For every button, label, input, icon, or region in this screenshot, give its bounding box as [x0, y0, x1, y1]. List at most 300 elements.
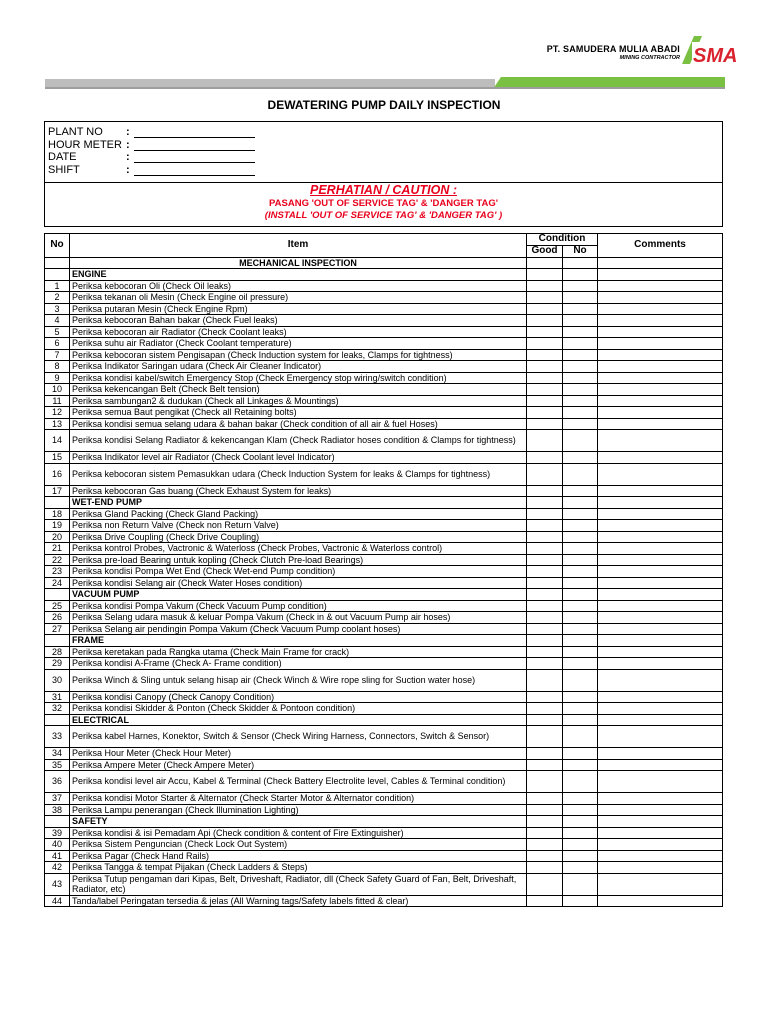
condition-no-cell[interactable]: [563, 554, 598, 566]
section-no-cell: [45, 816, 70, 828]
row-item: Periksa kebocoran Gas buang (Check Exhaust System for leaks): [70, 485, 527, 497]
condition-good-cell[interactable]: [527, 303, 563, 315]
condition-no-cell[interactable]: [563, 726, 598, 748]
table-row: [45, 326, 723, 338]
comments-cell[interactable]: [598, 520, 723, 532]
row-number: 37: [45, 793, 70, 805]
condition-good-cell[interactable]: [527, 804, 563, 816]
row-number: 42: [45, 862, 70, 874]
caution-line-1: PASANG 'OUT OF SERVICE TAG' & 'DANGER TAG': [269, 198, 498, 209]
condition-good-cell[interactable]: [527, 566, 563, 578]
table-row: [45, 873, 723, 895]
row-item: Periksa Tutup pengaman dari Kipas, Belt, Driveshaft, Radiator, dll (Check Safety Guard of Fan, Belt, Driveshaft, Radiator, etc): [70, 873, 527, 895]
condition-no-cell[interactable]: [563, 463, 598, 485]
row-item: Periksa Lampu penerangan (Check Illumination Lighting): [70, 804, 527, 816]
table-row: [45, 531, 723, 543]
table-row: [45, 485, 723, 497]
condition-good-cell[interactable]: [527, 418, 563, 430]
condition-no-cell[interactable]: [563, 827, 598, 839]
condition-no-cell[interactable]: [563, 691, 598, 703]
section-comments-cell: [598, 635, 723, 647]
comments-cell[interactable]: [598, 895, 723, 907]
comments-cell[interactable]: [598, 646, 723, 658]
section-label: FRAME: [70, 635, 527, 647]
condition-no-cell[interactable]: [563, 520, 598, 532]
svg-text:SMA: SMA: [693, 45, 738, 67]
row-number: 11: [45, 395, 70, 407]
row-number: 3: [45, 303, 70, 315]
header-good: Good: [527, 246, 563, 258]
condition-good-cell[interactable]: [527, 600, 563, 612]
table-row: [45, 520, 723, 532]
section-comments-cell: [598, 714, 723, 726]
condition-no-cell[interactable]: [563, 703, 598, 715]
condition-good-cell[interactable]: [527, 485, 563, 497]
comments-cell[interactable]: [598, 873, 723, 895]
table-row: [45, 850, 723, 862]
condition-good-cell[interactable]: [527, 850, 563, 862]
table-row: [45, 384, 723, 396]
row-item: Periksa Sistem Penguncian (Check Lock Out System): [70, 839, 527, 851]
row-number: 17: [45, 485, 70, 497]
table-row: [45, 349, 723, 361]
row-item: Periksa suhu air Radiator (Check Coolant temperature): [70, 338, 527, 350]
condition-good-cell[interactable]: [527, 827, 563, 839]
table-row: [45, 669, 723, 691]
row-item: Periksa Hour Meter (Check Hour Meter): [70, 748, 527, 760]
table-row: [45, 691, 723, 703]
header-bad: No: [563, 246, 598, 258]
info-label: SHIFT: [48, 163, 80, 176]
condition-no-cell[interactable]: [563, 531, 598, 543]
table-row: [45, 658, 723, 670]
comments-cell[interactable]: [598, 326, 723, 338]
condition-good-cell[interactable]: [527, 554, 563, 566]
row-number: 34: [45, 748, 70, 760]
condition-good-cell[interactable]: [527, 793, 563, 805]
condition-no-cell[interactable]: [563, 862, 598, 874]
condition-no-cell[interactable]: [563, 793, 598, 805]
condition-good-cell[interactable]: [527, 669, 563, 691]
header-no: No: [45, 234, 70, 258]
caution-box: [44, 183, 723, 227]
condition-no-cell[interactable]: [563, 873, 598, 895]
table-row: [45, 771, 723, 793]
row-number: 31: [45, 691, 70, 703]
table-row: [45, 748, 723, 760]
row-number: 7: [45, 349, 70, 361]
condition-good-cell[interactable]: [527, 543, 563, 555]
info-row: [48, 126, 255, 138]
section-bad-cell: [563, 816, 598, 828]
section-comments-cell: [598, 269, 723, 281]
row-item: Periksa kondisi Skidder & Ponton (Check Skidder & Pontoon condition): [70, 703, 527, 715]
row-item: Periksa sambungan2 & dudukan (Check all Linkages & Mountings): [70, 395, 527, 407]
condition-good-cell[interactable]: [527, 646, 563, 658]
condition-good-cell[interactable]: [527, 771, 563, 793]
condition-good-cell[interactable]: [527, 895, 563, 907]
condition-no-cell[interactable]: [563, 895, 598, 907]
comments-cell[interactable]: [598, 771, 723, 793]
condition-no-cell[interactable]: [563, 508, 598, 520]
comments-cell[interactable]: [598, 430, 723, 452]
sma-logo-icon: [680, 34, 738, 68]
section-row: [45, 714, 723, 726]
condition-good-cell[interactable]: [527, 292, 563, 304]
row-item: Periksa kondisi Pompa Vakum (Check Vacuum Pump condition): [70, 600, 527, 612]
row-item: Periksa kondisi Pompa Wet End (Check Wet-end Pump condition): [70, 566, 527, 578]
row-number: 32: [45, 703, 70, 715]
condition-good-cell[interactable]: [527, 315, 563, 327]
comments-cell[interactable]: [598, 384, 723, 396]
section-label: SAFETY: [70, 816, 527, 828]
row-item: Periksa Selang air pendingin Pompa Vakum (Check Vacuum Pump coolant hoses): [70, 623, 527, 635]
row-item: Periksa kontrol Probes, Vactronic & Waterloss (Check Probes, Vactronic & Waterloss control): [70, 543, 527, 555]
table-row: [45, 703, 723, 715]
row-number: 39: [45, 827, 70, 839]
section-bad-cell: [563, 269, 598, 281]
table-row: [45, 839, 723, 851]
row-item: Periksa Pagar (Check Hand Rails): [70, 850, 527, 862]
row-item: Periksa tekanan oli Mesin (Check Engine oil pressure): [70, 292, 527, 304]
row-number: 13: [45, 418, 70, 430]
condition-good-cell[interactable]: [527, 577, 563, 589]
row-number: 27: [45, 623, 70, 635]
comments-cell[interactable]: [598, 839, 723, 851]
info-input-line[interactable]: [134, 140, 255, 151]
condition-good-cell[interactable]: [527, 748, 563, 760]
comments-cell[interactable]: [598, 600, 723, 612]
row-item: Periksa kebocoran air Radiator (Check Coolant leaks): [70, 326, 527, 338]
table-row: [45, 726, 723, 748]
row-number: 30: [45, 669, 70, 691]
condition-no-cell[interactable]: [563, 658, 598, 670]
comments-cell[interactable]: [598, 280, 723, 292]
condition-no-cell[interactable]: [563, 543, 598, 555]
condition-no-cell[interactable]: [563, 748, 598, 760]
section-no-cell: [45, 589, 70, 601]
comments-cell[interactable]: [598, 612, 723, 624]
condition-good-cell[interactable]: [527, 839, 563, 851]
table-row: [45, 623, 723, 635]
row-number: 43: [45, 873, 70, 895]
info-row: [48, 164, 255, 176]
condition-no-cell[interactable]: [563, 338, 598, 350]
comments-cell[interactable]: [598, 759, 723, 771]
condition-no-cell[interactable]: [563, 303, 598, 315]
row-item: Periksa kondisi Canopy (Check Canopy Condition): [70, 691, 527, 703]
comments-cell[interactable]: [598, 623, 723, 635]
table-row: [45, 508, 723, 520]
table-row: [45, 292, 723, 304]
condition-no-cell[interactable]: [563, 600, 598, 612]
info-colon: :: [126, 151, 130, 163]
row-number: 9: [45, 372, 70, 384]
condition-good-cell[interactable]: [527, 862, 563, 874]
comments-cell[interactable]: [598, 315, 723, 327]
row-item: Periksa kekencangan Belt (Check Belt tension): [70, 384, 527, 396]
section-no-cell: [45, 269, 70, 281]
table-row: [45, 280, 723, 292]
row-item: Periksa kondisi Selang Radiator & kekencangan Klam (Check Radiator hoses condition & Clamps for tightness): [70, 430, 527, 452]
condition-good-cell[interactable]: [527, 280, 563, 292]
table-row: [45, 407, 723, 419]
condition-no-cell[interactable]: [563, 361, 598, 373]
row-number: 12: [45, 407, 70, 419]
section-row: [45, 635, 723, 647]
condition-no-cell[interactable]: [563, 623, 598, 635]
comments-cell[interactable]: [598, 292, 723, 304]
row-item: Periksa non Return Valve (Check non Return Valve): [70, 520, 527, 532]
condition-good-cell[interactable]: [527, 703, 563, 715]
comments-cell[interactable]: [598, 658, 723, 670]
row-number: 21: [45, 543, 70, 555]
row-item: Periksa Ampere Meter (Check Ampere Meter): [70, 759, 527, 771]
condition-good-cell[interactable]: [527, 658, 563, 670]
condition-good-cell[interactable]: [527, 691, 563, 703]
row-item: Periksa kondisi kabel/switch Emergency Stop (Check Emergency stop wiring/switch condition): [70, 372, 527, 384]
row-item: Periksa Indikator level air Radiator (Check Coolant level Indicator): [70, 452, 527, 464]
condition-no-cell[interactable]: [563, 839, 598, 851]
table-row: [45, 315, 723, 327]
section-label: ELECTRICAL: [70, 714, 527, 726]
condition-good-cell[interactable]: [527, 361, 563, 373]
condition-no-cell[interactable]: [563, 372, 598, 384]
table-row: [45, 612, 723, 624]
row-number: 8: [45, 361, 70, 373]
row-number: 29: [45, 658, 70, 670]
comments-cell[interactable]: [598, 543, 723, 555]
comments-cell[interactable]: [598, 463, 723, 485]
condition-no-cell[interactable]: [563, 407, 598, 419]
caution-line-2: (INSTALL 'OUT OF SERVICE TAG' & 'DANGER TAG' ): [264, 210, 503, 221]
info-label: PLANT NO: [48, 126, 103, 138]
company-name: PT. SAMUDERA MULIA ABADI: [546, 44, 680, 54]
condition-good-cell[interactable]: [527, 873, 563, 895]
comments-cell[interactable]: [598, 862, 723, 874]
condition-no-cell[interactable]: [563, 349, 598, 361]
row-item: Periksa kebocoran Oli (Check Oil leaks): [70, 280, 527, 292]
condition-good-cell[interactable]: [527, 384, 563, 396]
condition-good-cell[interactable]: [527, 338, 563, 350]
condition-no-cell[interactable]: [563, 430, 598, 452]
comments-cell[interactable]: [598, 793, 723, 805]
table-row: [45, 418, 723, 430]
table-row: [45, 759, 723, 771]
table-row: [45, 804, 723, 816]
section-bad-cell: [563, 714, 598, 726]
condition-no-cell[interactable]: [563, 485, 598, 497]
section-no-cell: [45, 497, 70, 509]
comments-cell[interactable]: [598, 566, 723, 578]
section-row: [45, 816, 723, 828]
table-row: [45, 862, 723, 874]
comments-cell[interactable]: [598, 395, 723, 407]
row-item: Periksa kebocoran sistem Pemasukkan udara (Check Induction System for leaks & Clamps for tightness): [70, 463, 527, 485]
row-item: Periksa Selang udara masuk & keluar Pompa Vakum (Check in & out Vacuum Pump air hoses): [70, 612, 527, 624]
section-comments-cell: [598, 497, 723, 509]
info-input-line[interactable]: [134, 127, 255, 138]
row-item: Periksa putaran Mesin (Check Engine Rpm): [70, 303, 527, 315]
comments-cell[interactable]: [598, 531, 723, 543]
comments-cell[interactable]: [598, 452, 723, 464]
info-colon: :: [126, 138, 130, 151]
row-number: 10: [45, 384, 70, 396]
comments-cell[interactable]: [598, 748, 723, 760]
company-subtitle: MINING CONTRACTOR: [619, 55, 680, 61]
row-number: 26: [45, 612, 70, 624]
condition-good-cell[interactable]: [527, 395, 563, 407]
comments-cell[interactable]: [598, 554, 723, 566]
condition-good-cell[interactable]: [527, 759, 563, 771]
condition-good-cell[interactable]: [527, 372, 563, 384]
condition-good-cell[interactable]: [527, 520, 563, 532]
comments-cell[interactable]: [598, 361, 723, 373]
condition-no-cell[interactable]: [563, 646, 598, 658]
row-number: 24: [45, 577, 70, 589]
condition-good-cell[interactable]: [527, 623, 563, 635]
section-comments-cell: [598, 816, 723, 828]
comments-cell[interactable]: [598, 338, 723, 350]
table-row: [45, 430, 723, 452]
row-item: Periksa kondisi & isi Pemadam Api (Check condition & content of Fire Extinguisher): [70, 827, 527, 839]
condition-good-cell[interactable]: [527, 326, 563, 338]
mech-bad-cell: [563, 257, 598, 269]
section-bad-cell: [563, 497, 598, 509]
table-row: [45, 646, 723, 658]
row-item: Periksa Gland Packing (Check Gland Packing): [70, 508, 527, 520]
comments-cell[interactable]: [598, 303, 723, 315]
row-number: 35: [45, 759, 70, 771]
row-number: 38: [45, 804, 70, 816]
table-row: [45, 793, 723, 805]
info-row: [48, 151, 255, 163]
table-row: [45, 463, 723, 485]
condition-no-cell[interactable]: [563, 771, 598, 793]
section-no-cell: [45, 635, 70, 647]
condition-good-cell[interactable]: [527, 349, 563, 361]
condition-good-cell[interactable]: [527, 531, 563, 543]
row-number: 2: [45, 292, 70, 304]
table-row: [45, 566, 723, 578]
row-number: 15: [45, 452, 70, 464]
table-row: [45, 361, 723, 373]
comments-cell[interactable]: [598, 669, 723, 691]
condition-no-cell[interactable]: [563, 452, 598, 464]
condition-no-cell[interactable]: [563, 566, 598, 578]
comments-cell[interactable]: [598, 804, 723, 816]
info-label: DATE: [48, 151, 77, 163]
comments-cell[interactable]: [598, 703, 723, 715]
mech-no-cell: [45, 257, 70, 269]
row-number: 5: [45, 326, 70, 338]
row-item: Periksa Winch & Sling untuk selang hisap air (Check Winch & Wire rope sling for Suction water hose): [70, 669, 527, 691]
info-row: [48, 139, 255, 151]
row-item: Periksa kebocoran sistem Pengisapan (Check Induction system for leaks, Clamps for tightness): [70, 349, 527, 361]
row-item: Periksa kondisi Selang air (Check Water Hoses condition): [70, 577, 527, 589]
info-input-line[interactable]: [134, 152, 255, 163]
condition-no-cell[interactable]: [563, 669, 598, 691]
header-item: Item: [70, 234, 527, 258]
row-number: 18: [45, 508, 70, 520]
row-number: 1: [45, 280, 70, 292]
comments-cell[interactable]: [598, 726, 723, 748]
row-item: Periksa kabel Harnes, Konektor, Switch & Sensor (Check Wiring Harness, Connectors, Switch & Sensor): [70, 726, 527, 748]
header-comments: Comments: [598, 234, 723, 258]
section-label: VACUUM PUMP: [70, 589, 527, 601]
section-good-cell: [527, 589, 563, 601]
comments-cell[interactable]: [598, 372, 723, 384]
comments-cell[interactable]: [598, 508, 723, 520]
table-row: [45, 554, 723, 566]
condition-good-cell[interactable]: [527, 612, 563, 624]
info-input-line[interactable]: [134, 165, 255, 176]
section-row: [45, 269, 723, 281]
condition-good-cell[interactable]: [527, 452, 563, 464]
section-bad-cell: [563, 635, 598, 647]
row-number: 20: [45, 531, 70, 543]
row-item: Periksa semua Baut pengikat (Check all Retaining bolts): [70, 407, 527, 419]
row-number: 40: [45, 839, 70, 851]
comments-cell[interactable]: [598, 827, 723, 839]
condition-no-cell[interactable]: [563, 395, 598, 407]
condition-no-cell[interactable]: [563, 384, 598, 396]
condition-no-cell[interactable]: [563, 315, 598, 327]
section-label: WET-END PUMP: [70, 497, 527, 509]
comments-cell[interactable]: [598, 485, 723, 497]
row-item: Periksa Tangga & tempat Pijakan (Check Ladders & Steps): [70, 862, 527, 874]
comments-cell[interactable]: [598, 407, 723, 419]
row-number: 41: [45, 850, 70, 862]
condition-no-cell[interactable]: [563, 850, 598, 862]
condition-no-cell[interactable]: [563, 804, 598, 816]
comments-cell[interactable]: [598, 691, 723, 703]
row-item: Periksa kebocoran Bahan bakar (Check Fuel leaks): [70, 315, 527, 327]
comments-cell[interactable]: [598, 349, 723, 361]
row-item: Periksa keretakan pada Rangka utama (Check Main Frame for crack): [70, 646, 527, 658]
condition-no-cell[interactable]: [563, 612, 598, 624]
header-divider: [45, 77, 725, 89]
condition-no-cell[interactable]: [563, 326, 598, 338]
condition-no-cell[interactable]: [563, 292, 598, 304]
section-good-cell: [527, 714, 563, 726]
table-row: [45, 895, 723, 907]
condition-no-cell[interactable]: [563, 280, 598, 292]
inspection-table: [44, 233, 723, 907]
section-good-cell: [527, 497, 563, 509]
condition-good-cell[interactable]: [527, 430, 563, 452]
row-item: Periksa pre-load Bearing untuk kopling (Check Clutch Pre-load Bearings): [70, 554, 527, 566]
mech-good-cell: [527, 257, 563, 269]
condition-good-cell[interactable]: [527, 407, 563, 419]
row-number: 44: [45, 895, 70, 907]
condition-good-cell[interactable]: [527, 726, 563, 748]
condition-no-cell[interactable]: [563, 418, 598, 430]
row-number: 22: [45, 554, 70, 566]
comments-cell[interactable]: [598, 577, 723, 589]
row-item: Periksa kondisi Motor Starter & Alternator (Check Starter Motor & Alternator condition): [70, 793, 527, 805]
comments-cell[interactable]: [598, 850, 723, 862]
row-item: Tanda/label Peringatan tersedia & jelas (All Warning tags/Safety labels fitted & clear): [70, 895, 527, 907]
condition-good-cell[interactable]: [527, 463, 563, 485]
condition-no-cell[interactable]: [563, 577, 598, 589]
section-no-cell: [45, 714, 70, 726]
comments-cell[interactable]: [598, 418, 723, 430]
condition-good-cell[interactable]: [527, 508, 563, 520]
row-item: Periksa kondisi A-Frame (Check A- Frame condition): [70, 658, 527, 670]
row-number: 36: [45, 771, 70, 793]
condition-no-cell[interactable]: [563, 759, 598, 771]
